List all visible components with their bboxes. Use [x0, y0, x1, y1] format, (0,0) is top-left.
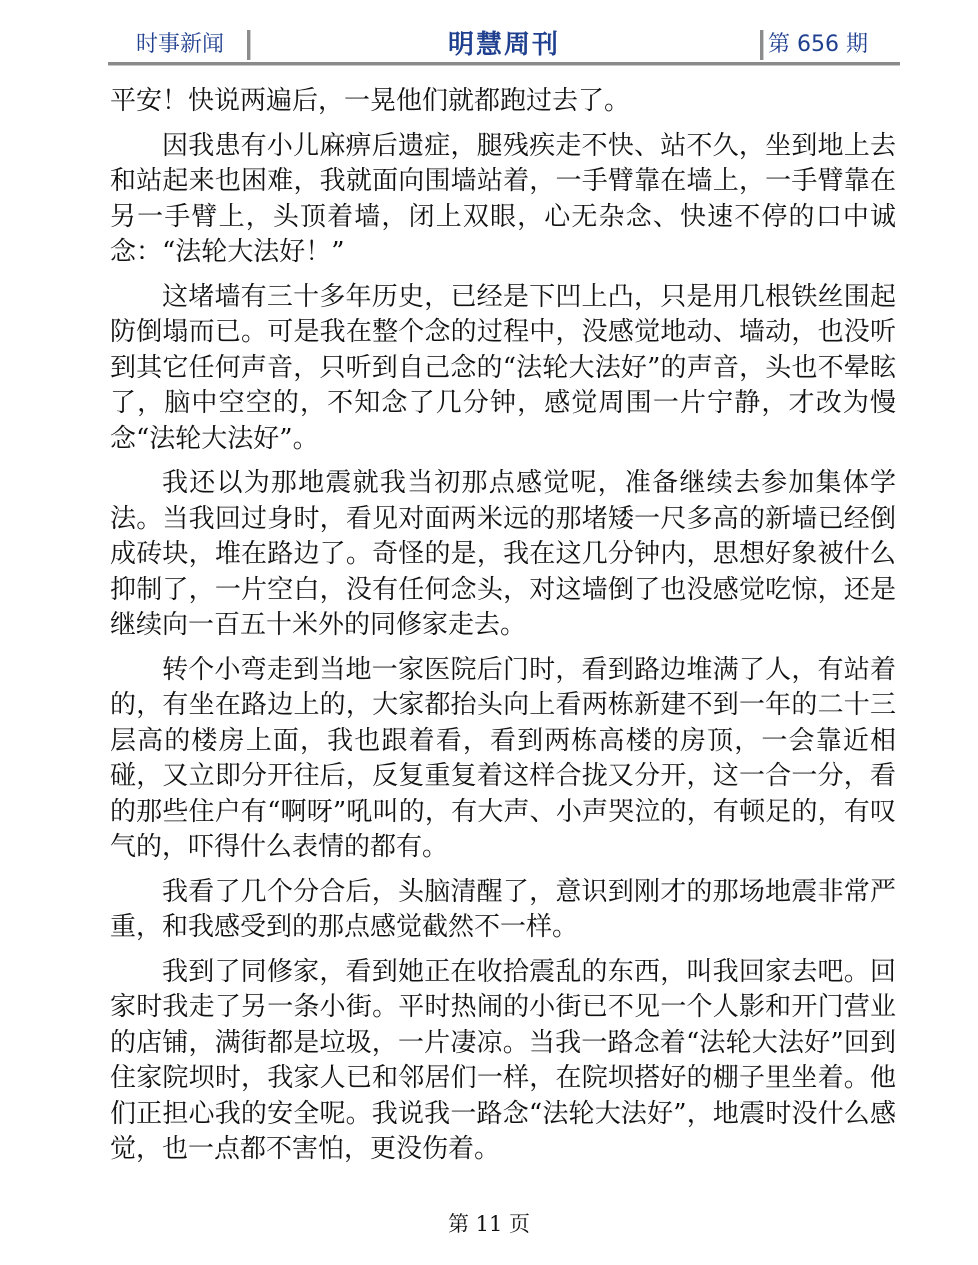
paragraph: 我看了几个分合后，头脑清醒了，意识到刚才的那场地震非常严重，和我感受到的那点感觉截然不一样。 — [110, 876, 896, 942]
paragraph: 我到了同修家，看到她正在收拾震乱的东西，叫我回家去吧。回家时我走了另一条小街。平时热闹的小街已不见一个人影和开门营业的店铺，满街都是垃圾，一片凄凉。当我一路念着“法轮大法好”回到住家院坝时，我家人已和邻居们一样，在院坝搭好的棚子里坐着。他们正担心我的安全呢。我说我一路念“法轮大法好”，地震时没什么感觉，也一点都不害怕，更没伤着。 — [110, 956, 896, 1164]
paragraph: 我还以为那地震就我当初那点感觉呢，准备继续去参加集体学法。当我回过身时，看见对面两米远的那堵矮一尺多高的新墙已经倒成砖块，堆在路边了。奇怪的是，我在这几分钟内，思想好象被什么抑制了，一片空白，没有任何念头，对这墙倒了也没感觉吃惊，还是继续向一百五十米外的同修家走去。 — [110, 468, 896, 640]
paragraph: 平安！快说两遍后，一晃他们就都跑过去了。 — [110, 86, 631, 116]
page-number: 第 11 页 — [447, 1212, 531, 1236]
paragraph: 这堵墙有三十多年历史，已经是下凹上凸，只是用几根铁丝围起防倒塌而已。可是我在整个念的过程中，没感觉地动、墙动，也没听到其它任何声音，只听到自己念的“法轮大法好”的声音，头也不晕眩了，脑中空空的，不知念了几分钟，感觉周围一片宁静，才改为慢念“法轮大法好”。 — [110, 281, 896, 454]
paragraph: 因我患有小儿麻痹后遗症，腿残疾走不快、站不久，坐到地上去和站起来也困难，我就面向围墙站着，一手臂靠在墙上，一手臂靠在另一手臂上，头顶着墙，闭上双眼，心无杂念、快速不停的口中诚念：“法轮大法好！” — [110, 130, 896, 267]
paragraph: 转个小弯走到当地一家医院后门时，看到路边堆满了人，有站着的，有坐在路边上的，大家都抬头向上看两栋新建不到一年的二十三层高的楼房上面，我也跟着看，看到两栋高楼的房顶，一会靠近相碰，又立即分开往后，反复重复着这样合拢又分开，这一合一分，看的那些住户有“啊呀”吼叫的，有大声、小声哭泣的，有顿足的，有叹气的，吓得什么表情的都有。 — [110, 654, 896, 862]
section-label: 时事新闻 — [136, 32, 225, 57]
page-header — [108, 26, 900, 66]
article-body — [110, 84, 896, 1177]
issue-number: 第 656 期 — [768, 32, 868, 57]
header-rule — [108, 62, 900, 66]
publication-title: 明慧周刊 — [447, 30, 560, 60]
header-divider-right — [760, 30, 764, 60]
